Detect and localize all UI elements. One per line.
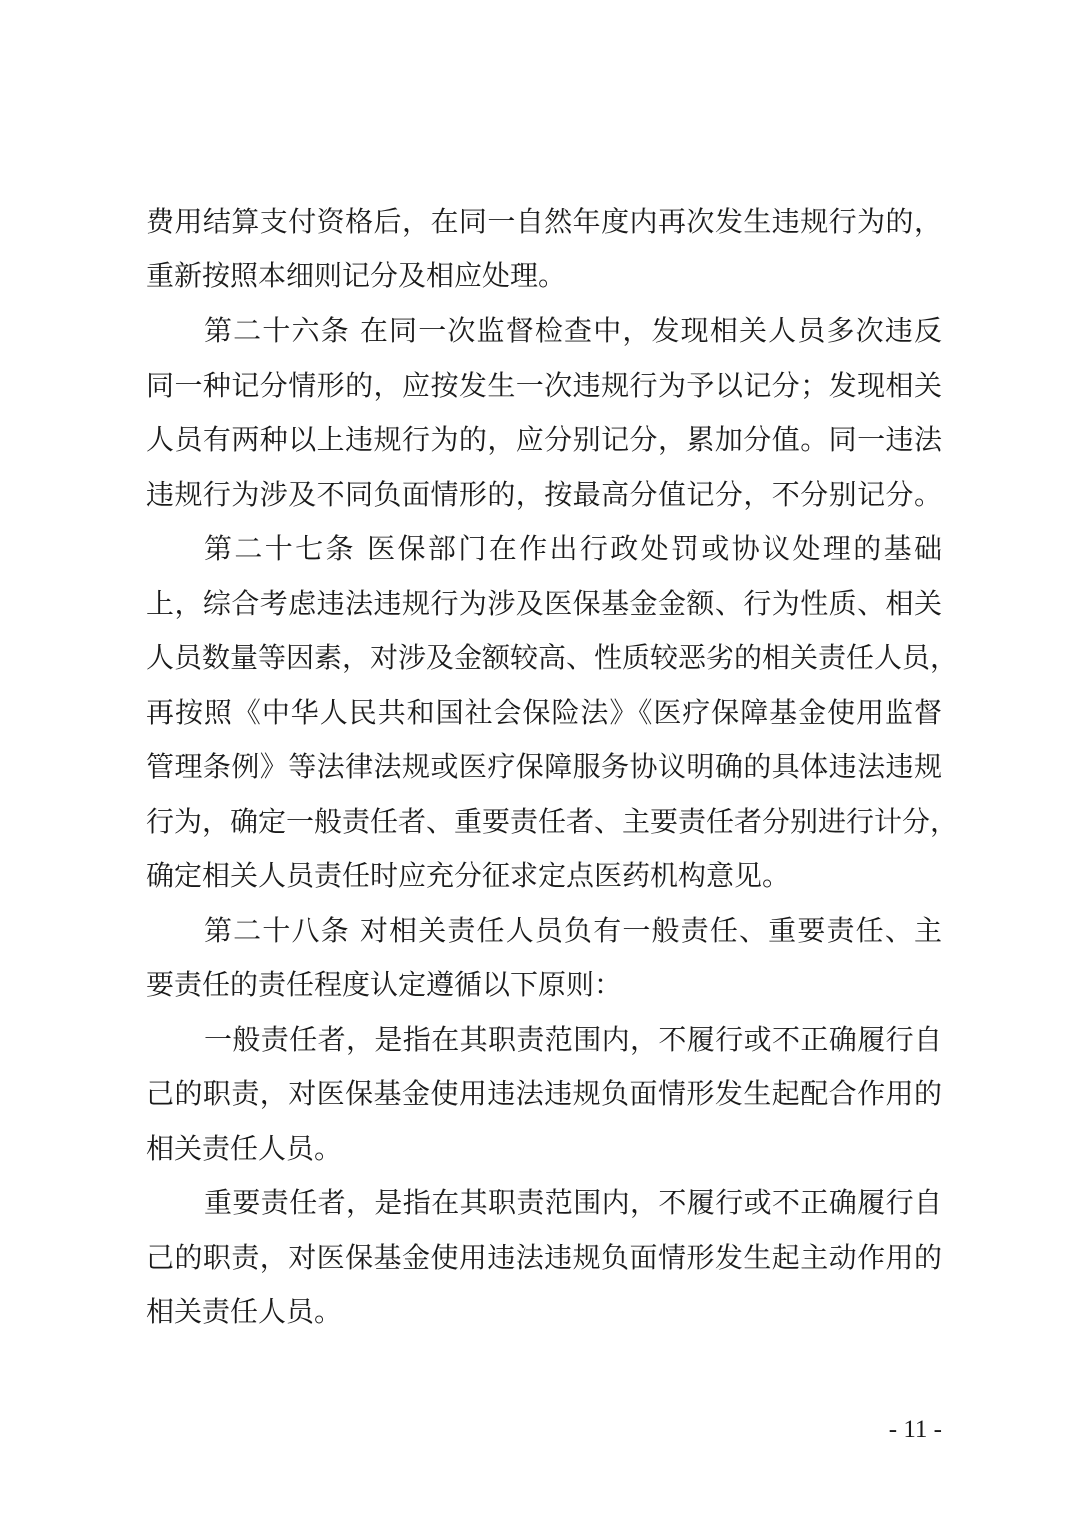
text-line: 人员数量等因素，对涉及金额较高、性质较恶劣的相关责任人员，: [146, 641, 959, 674]
text-line: 要责任的责任程度认定遵循以下原则：: [146, 968, 623, 1001]
text-line: 同一种记分情形的，应按发生一次违规行为予以记分；发现相关: [146, 369, 942, 402]
text-line: 确定相关人员责任时应充分征求定点医药机构意见。: [146, 859, 791, 892]
text-line: 己的职责，对医保基金使用违法违规负面情形发生起配合作用的: [146, 1077, 942, 1110]
text-line: 管理条例》等法律法规或医疗保障服务协议明确的具体违法违规: [146, 750, 942, 783]
general-responsibility-first-line: 一般责任者，是指在其职责范围内，不履行或不正确履行自: [204, 1023, 942, 1056]
text-line: 相关责任人员。: [146, 1295, 343, 1328]
text-line: 己的职责，对医保基金使用违法违规负面情形发生起主动作用的: [146, 1241, 942, 1274]
page-number: - 11 -: [888, 1416, 942, 1443]
article-28-first-line: 第二十八条 对相关责任人员负有一般责任、重要责任、主: [204, 914, 942, 947]
text-line: 违规行为涉及不同负面情形的，按最高分值记分，不分别记分。: [146, 478, 942, 511]
article-27-first-line: 第二十七条 医保部门在作出行政处罚或协议处理的基础: [204, 532, 942, 565]
text-line: 再按照《中华人民共和国社会保险法》《医疗保障基金使用监督: [146, 696, 942, 729]
text-line: 重新按照本细则记分及相应处理。: [146, 259, 567, 292]
text-line: 行为，确定一般责任者、重要责任者、主要责任者分别进行计分，: [146, 805, 959, 838]
text-line: 费用结算支付资格后，在同一自然年度内再次发生违规行为的，: [146, 205, 942, 238]
text-line: 上，综合考虑违法违规行为涉及医保基金金额、行为性质、相关: [146, 587, 942, 620]
text-line: 人员有两种以上违规行为的，应分别记分，累加分值。同一违法: [146, 423, 942, 456]
text-line: 相关责任人员。: [146, 1132, 343, 1165]
article-26-first-line: 第二十六条 在同一次监督检查中，发现相关人员多次违反: [204, 314, 942, 347]
important-responsibility-first-line: 重要责任者，是指在其职责范围内，不履行或不正确履行自: [204, 1186, 942, 1219]
